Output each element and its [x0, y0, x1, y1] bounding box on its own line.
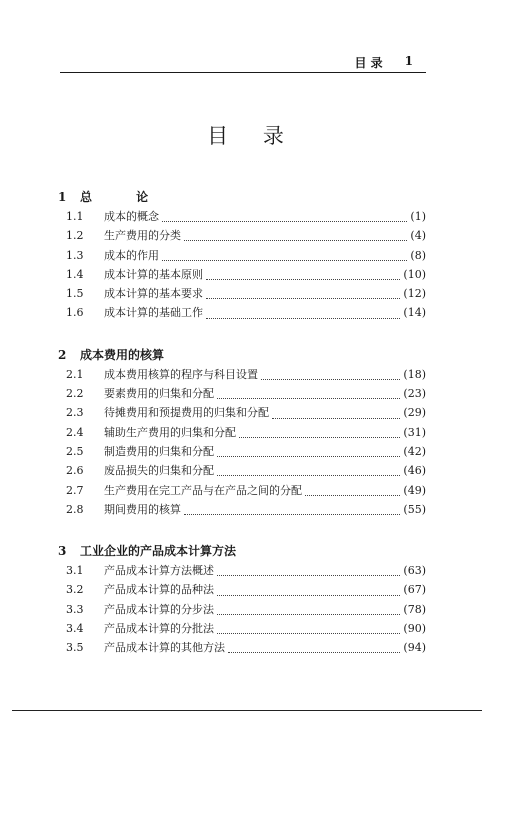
dot-leader — [206, 306, 400, 319]
toc-entry[interactable] — [58, 619, 426, 638]
entry-page-number: (23) — [403, 387, 426, 401]
table-of-contents — [58, 187, 426, 680]
entry-page-number: (63) — [403, 564, 426, 578]
toc-chapter — [58, 345, 426, 519]
footer-rule — [12, 710, 482, 711]
entry-title: 成本的概念 — [104, 210, 159, 223]
dot-leader — [217, 621, 400, 634]
entry-title: 制造费用的归集和分配 — [104, 444, 214, 458]
dot-leader — [217, 602, 400, 615]
entry-title: 生产费用在完工产品与在产品之间的分配 — [104, 483, 302, 497]
toc-entry[interactable] — [58, 561, 426, 580]
chapter-heading[interactable] — [58, 345, 426, 365]
entry-page-number: (46) — [403, 464, 426, 478]
entry-number: 1.6 — [66, 306, 84, 320]
entry-number: 1.1 — [66, 210, 84, 223]
entry-number: 2.6 — [66, 464, 84, 478]
entry-title: 成本费用核算的程序与科目设置 — [104, 367, 258, 381]
dot-leader — [217, 583, 400, 596]
chapter-title: 工业企业的产品成本计算方法 — [80, 544, 237, 559]
chapter-title: 总 论 — [80, 190, 169, 204]
entry-title: 成本计算的基础工作 — [104, 306, 203, 320]
chapter-heading[interactable] — [58, 187, 426, 207]
dot-leader — [305, 483, 400, 496]
entry-number: 2.1 — [66, 367, 84, 381]
entry-page-number: (90) — [403, 622, 426, 636]
dot-leader — [217, 463, 400, 476]
entry-title: 生产费用的分类 — [104, 229, 181, 243]
chapter-number: 1 — [58, 190, 67, 204]
entry-page-number: (4) — [410, 229, 426, 243]
entry-number: 3.2 — [66, 583, 84, 597]
dot-leader — [217, 386, 400, 399]
entry-number: 1.3 — [66, 248, 84, 262]
toc-chapter — [58, 187, 426, 323]
entry-number: 2.8 — [66, 502, 84, 516]
entry-number: 2.3 — [66, 406, 84, 420]
entry-title: 产品成本计算的分步法 — [104, 602, 214, 616]
toc-entry[interactable] — [58, 442, 426, 461]
toc-entry[interactable] — [58, 580, 426, 599]
entry-page-number: (14) — [403, 306, 426, 320]
entry-number: 3.3 — [66, 602, 84, 616]
toc-entry[interactable] — [58, 246, 426, 265]
entry-title: 期间费用的核算 — [104, 502, 181, 516]
toc-entry[interactable] — [58, 500, 426, 519]
entry-title: 待摊费用和预提费用的归集和分配 — [104, 406, 269, 420]
entry-number: 2.5 — [66, 444, 84, 458]
running-head — [354, 54, 413, 71]
entry-page-number: (10) — [403, 267, 426, 281]
toc-chapter — [58, 541, 426, 657]
entry-page-number: (78) — [403, 602, 426, 616]
entry-title: 要素费用的归集和分配 — [104, 387, 214, 401]
dot-leader — [184, 228, 407, 241]
dot-leader — [261, 367, 400, 380]
chapter-number: 3 — [58, 544, 67, 559]
entry-title: 辅助生产费用的归集和分配 — [104, 425, 236, 439]
dot-leader — [206, 286, 400, 299]
entry-number: 2.4 — [66, 425, 84, 439]
toc-entry[interactable] — [58, 265, 426, 284]
dot-leader — [228, 640, 400, 653]
toc-entry[interactable] — [58, 423, 426, 442]
entry-number: 1.2 — [66, 229, 84, 243]
toc-entry[interactable] — [58, 226, 426, 245]
entry-page-number: (18) — [403, 367, 426, 381]
toc-entry[interactable] — [58, 481, 426, 500]
toc-entry[interactable] — [58, 207, 426, 226]
entry-page-number: (67) — [403, 583, 426, 597]
entry-number: 3.5 — [66, 641, 84, 655]
chapter-heading[interactable] — [58, 541, 426, 561]
entry-title: 成本计算的基本要求 — [104, 287, 203, 301]
dot-leader — [162, 209, 407, 222]
entry-page-number: (42) — [403, 444, 426, 458]
toc-entry[interactable] — [58, 365, 426, 384]
dot-leader — [272, 406, 400, 419]
entry-page-number: (31) — [403, 425, 426, 439]
dot-leader — [239, 425, 400, 438]
entry-page-number: (1) — [410, 210, 426, 223]
toc-entry[interactable] — [58, 403, 426, 422]
toc-entry[interactable] — [58, 303, 426, 322]
entry-number: 2.2 — [66, 387, 84, 401]
dot-leader — [217, 563, 400, 576]
entry-number: 1.5 — [66, 287, 84, 301]
entry-title: 产品成本计算方法概述 — [104, 564, 214, 578]
toc-entry[interactable] — [58, 384, 426, 403]
chapter-number: 2 — [58, 347, 67, 362]
toc-entry[interactable] — [58, 638, 426, 657]
dot-leader — [162, 248, 407, 261]
entry-title: 废品损失的归集和分配 — [104, 464, 214, 478]
toc-entry[interactable] — [58, 284, 426, 303]
entry-page-number: (49) — [403, 483, 426, 497]
entry-title: 成本的作用 — [104, 248, 159, 262]
entry-number: 2.7 — [66, 483, 84, 497]
entry-page-number: (94) — [403, 641, 426, 655]
chapter-title: 成本费用的核算 — [80, 347, 165, 362]
entry-page-number: (12) — [403, 287, 426, 301]
running-head-label: 目 录 — [354, 56, 383, 70]
entry-title: 成本计算的基本原则 — [104, 267, 203, 281]
entry-page-number: (55) — [403, 502, 426, 516]
page-title: 目 录 — [207, 124, 298, 148]
dot-leader — [217, 444, 400, 457]
toc-entry[interactable] — [58, 600, 426, 619]
page-number: 1 — [404, 54, 413, 68]
entry-title: 产品成本计算的其他方法 — [104, 641, 225, 655]
dot-leader — [206, 267, 400, 280]
entry-number: 3.1 — [66, 564, 84, 578]
entry-page-number: (8) — [410, 248, 426, 262]
entry-page-number: (29) — [403, 406, 426, 420]
entry-title: 产品成本计算的分批法 — [104, 622, 214, 636]
entry-number: 1.4 — [66, 267, 84, 281]
toc-entry[interactable] — [58, 461, 426, 480]
entry-number: 3.4 — [66, 622, 84, 636]
header-rule — [60, 72, 426, 73]
dot-leader — [184, 502, 400, 515]
entry-title: 产品成本计算的品种法 — [104, 583, 214, 597]
